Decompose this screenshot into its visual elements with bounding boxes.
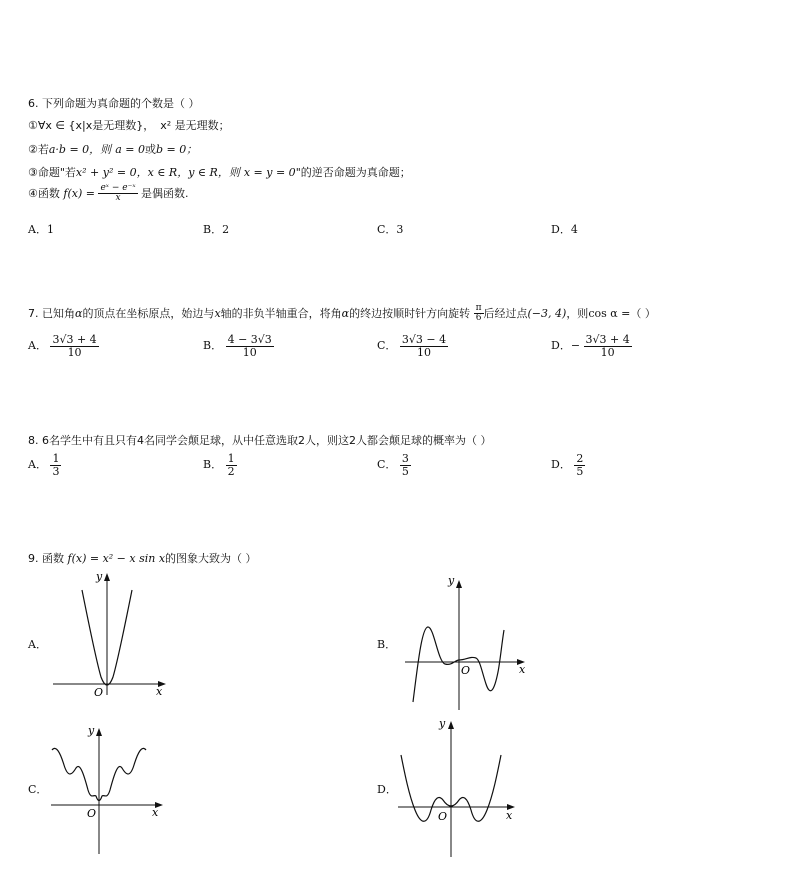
numerator: 1 [227, 452, 235, 465]
x-axis-label: x [152, 806, 159, 819]
math-expr: x² + y² = 0，x ∈ R，y ∈ R，则 [75, 166, 240, 179]
statement-text: 是偶函数. [141, 186, 189, 200]
statement-text: 或 [144, 143, 156, 156]
x-axis-label: x [519, 663, 526, 676]
math-expr: f(x) = [63, 186, 95, 200]
statement-marker: ① [28, 119, 38, 132]
option-label: C． [377, 458, 397, 472]
q6-option-a[interactable]: A．1 [28, 223, 54, 236]
statement-marker: ②若 [28, 143, 49, 156]
q6-option-b[interactable]: B．2 [203, 223, 230, 236]
q8-option-c[interactable] [377, 453, 411, 477]
option-label: A． [28, 339, 47, 353]
fraction [474, 304, 484, 324]
stem-text: 7. 已知角 [28, 306, 75, 320]
numerator: 3√3 − 4 [401, 333, 447, 346]
math-expr: b = 0； [155, 143, 198, 156]
statement-text: x² 是无理数； [160, 119, 230, 132]
math-expr: a·b = 0，则 [48, 143, 112, 156]
math-expr: f(x) = x² − x sin x [67, 552, 166, 565]
option-label: B． [203, 339, 223, 353]
stem-text: 后经过点 [483, 306, 528, 320]
option-label: C． [377, 339, 397, 353]
q6-statement-1 [28, 117, 230, 133]
q9-graph-a[interactable] [48, 565, 173, 700]
q6-stem: 6. 下列命题为真命题的个数是（ ） [28, 97, 200, 110]
origin-label: O [87, 807, 97, 820]
y-axis-label: y [448, 574, 455, 587]
math-expr: x = y = 0 [243, 166, 296, 179]
option-label: A． [28, 458, 47, 472]
minus-sign: − [570, 339, 581, 353]
q8-stem: 8. 6名学生中有且只有4名同学会颠足球，从中任意选取2人，则这2人都会颠足球的概率为（ ） [28, 434, 492, 447]
origin-label: O [94, 686, 104, 699]
numerator: eˣ − e⁻ˣ [100, 183, 136, 193]
q6-statement-2 [28, 141, 197, 157]
q9-graph-d[interactable] [395, 715, 525, 860]
fraction [400, 453, 411, 477]
stem-text: 的终边按顺时针方向旋转 [349, 306, 471, 320]
q7-option-a[interactable] [28, 334, 99, 358]
statement-text: "的逆否命题为真命题； [295, 166, 411, 179]
math-symbol: α [75, 306, 83, 320]
math-expr: cos α = [588, 306, 631, 320]
math-symbol: x [214, 306, 221, 320]
y-axis-arrow [448, 721, 454, 729]
q9-option-a-label[interactable]: A． [28, 638, 47, 651]
y-axis-arrow [104, 573, 110, 581]
q6-statement-3 [28, 164, 411, 180]
denominator: 5 [576, 464, 584, 478]
q9-stem [28, 550, 257, 566]
option-label: D． [551, 339, 571, 353]
q9-graph-c[interactable] [48, 720, 173, 860]
fraction [226, 334, 274, 358]
fraction [574, 453, 585, 477]
y-axis-label: y [96, 570, 103, 583]
statement-text: ∀x ∈ {x|x是无理数}， [37, 119, 155, 132]
x-axis-label: x [506, 809, 513, 822]
option-label: D． [551, 458, 571, 472]
denominator: 10 [600, 345, 615, 359]
math-expr: (−3, 4) [527, 306, 567, 320]
denominator: 10 [417, 345, 432, 359]
q9-option-d-label[interactable]: D． [377, 783, 397, 796]
q8-option-a[interactable] [28, 453, 61, 477]
denominator: 5 [401, 464, 409, 478]
q9-option-c-label[interactable]: C． [28, 783, 48, 796]
denominator: 3 [52, 464, 60, 478]
numerator: 4 − 3√3 [227, 333, 272, 346]
statement-marker: ④函数 [28, 186, 60, 200]
denominator: 10 [242, 345, 257, 359]
denominator: 6 [475, 313, 482, 324]
denominator: 10 [67, 345, 82, 359]
y-axis-arrow [96, 728, 102, 736]
q8-option-b[interactable] [203, 453, 237, 477]
fraction [226, 453, 237, 477]
fraction [50, 334, 98, 358]
q7-option-d[interactable] [551, 334, 632, 358]
q7-stem [28, 304, 656, 324]
numerator: 2 [576, 452, 584, 465]
denominator: 2 [227, 464, 235, 478]
stem-text: 的图象大致为（ ） [165, 552, 257, 565]
q7-option-c[interactable] [377, 334, 448, 358]
stem-text: 轴的非负半轴重合，将角 [220, 306, 342, 320]
numerator: 3√3 + 4 [52, 333, 97, 346]
option-label: B． [203, 458, 223, 472]
x-axis-label: x [156, 685, 163, 698]
q9-option-b-label[interactable]: B． [377, 638, 397, 651]
stem-text: 9. 函数 [28, 552, 64, 565]
fraction [98, 184, 137, 204]
numerator: π [475, 303, 482, 313]
stem-text: （ ） [630, 306, 656, 320]
q6-option-c[interactable]: C．3 [377, 223, 404, 236]
q7-option-b[interactable] [203, 334, 274, 358]
numerator: 3√3 + 4 [585, 333, 630, 346]
origin-label: O [438, 810, 448, 823]
statement-marker: ③命题"若 [28, 166, 76, 179]
q8-option-d[interactable] [551, 453, 585, 477]
fraction [50, 453, 61, 477]
fraction [400, 334, 448, 358]
numerator: 1 [52, 452, 60, 465]
y-axis-label: y [439, 717, 446, 730]
math-expr: a = 0 [115, 143, 145, 156]
stem-text: 的顶点在坐标原点，始边与 [82, 306, 215, 320]
y-axis-label: y [88, 724, 95, 737]
q9-graph-b[interactable] [400, 572, 535, 712]
q6-statement-4 [28, 184, 189, 204]
fraction [584, 334, 632, 358]
q6-option-d[interactable]: D．4 [551, 223, 578, 236]
origin-label: O [461, 664, 471, 677]
stem-text: ，则 [566, 306, 589, 320]
numerator: 3 [401, 452, 409, 465]
y-axis-arrow [456, 580, 462, 588]
denominator: x [115, 193, 121, 204]
math-symbol: α [341, 306, 350, 320]
